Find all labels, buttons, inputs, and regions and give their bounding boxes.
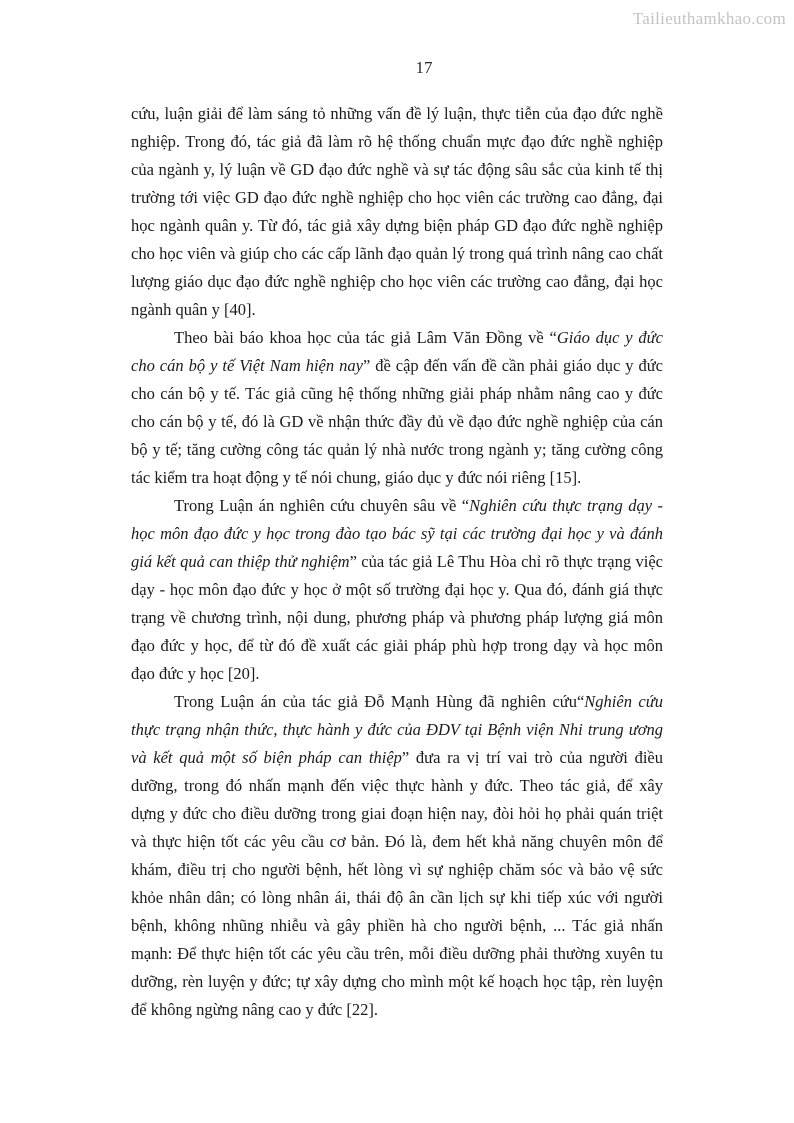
- body-text-segment: Trong Luận án nghiên cứu chuyên sâu về “: [174, 496, 470, 515]
- body-text-segment: cứu, luận giải để làm sáng tỏ những vấn đề lý luận, thực tiễn của đạo đức nghề nghiệp. Trong đó, tác giả đã làm rõ hệ thống chuẩn mực đạo đức nghề nghiệp của ngành y, lý luận về GD đạo đức nghề và sự tác động sâu sắc của kinh tế thị trường tới việc GD đạo đức nghề nghiệp cho học viên các trường cao đẳng, đại học ngành quân y. Từ đó, tác giả xây dựng biện pháp GD đạo đức nghề nghiệp cho học viên và giúp cho các cấp lãnh đạo quản lý trong quá trình nâng cao chất lượng giáo dục đạo đức nghề nghiệp cho học viên các trường cao đẳng, đại học ngành quân y [40].: [131, 104, 663, 319]
- cited-title-text: Nghiên cứu thực trạng dạy - học môn đạo đức y học trong đào tạo bác sỹ tại các trường đại học y và đánh giá kết quả can thiệp thử nghiệm: [131, 496, 663, 571]
- page-number: 17: [415, 58, 433, 77]
- paragraph: [131, 324, 663, 492]
- cited-title-text: Nghiên cứu thực trạng nhận thức, thực hành y đức của ĐDV tại Bệnh viện Nhi trung ương và kết quả một số biện pháp can thiệp: [131, 692, 663, 767]
- body-text-segment: Trong Luận án của tác giả Đỗ Mạnh Hùng đã nghiên cứu“: [174, 692, 585, 711]
- cited-title-text: Giáo dục y đức cho cán bộ y tế Việt Nam hiện nay: [131, 328, 663, 375]
- body-text-segment: ” đề cập đến vấn đề cần phải giáo dục y đức cho cán bộ y tế. Tác giả cũng hệ thống những giải pháp nhằm nâng cao y đức cho cán bộ y tế, đó là GD về nhận thức đầy đủ về đạo đức nghề nghiệp của cán bộ y tế; tăng cường công tác quản lý nhà nước trong ngành y; tăng cường công tác kiểm tra hoạt động y tế nói chung, giáo dục y đức nói riêng [15].: [131, 356, 663, 487]
- document-body: [131, 100, 663, 1024]
- paragraph: [131, 100, 663, 324]
- body-text-segment: ” đưa ra vị trí vai trò của người điều dưỡng, trong đó nhấn mạnh đến việc thực hành y đức. Theo tác giả, để xây dựng y đức cho điều dưỡng trong giai đoạn hiện nay, đòi hỏi họ phải quán triệt và thực hiện tốt các yêu cầu cơ bản. Đó là, đem hết khả năng chuyên môn để khám, điều trị cho người bệnh, hết lòng vì sự nghiệp chăm sóc và bảo vệ sức khỏe nhân dân; có lòng nhân ái, thái độ ân cần lịch sự khi tiếp xúc với người bệnh, không nhũng nhiễu và gây phiền hà cho người bệnh, ... Tác giả nhấn mạnh: Để thực hiện tốt các yêu cầu trên, mỗi điều dưỡng phải thường xuyên tu dưỡng, rèn luyện y đức; tự xây dựng cho mình một kế hoạch học tập, rèn luyện để không ngừng nâng cao y đức [22].: [131, 748, 663, 1019]
- body-text-segment: Theo bài báo khoa học của tác giả Lâm Văn Đồng về “: [174, 328, 557, 347]
- body-text-segment: ” của tác giả Lê Thu Hòa chỉ rõ thực trạng việc dạy - học môn đạo đức y học ở một số trường đại học y. Qua đó, đánh giá thực trạng về chương trình, nội dung, phương pháp và phương pháp lượng giá môn đạo đức y học, để từ đó đề xuất các giải pháp phù hợp trong dạy và học môn đạo đức y học [20].: [131, 552, 663, 683]
- paragraph: [131, 492, 663, 688]
- watermark: Tailieuthamkhao.com: [632, 9, 786, 28]
- paragraph: [131, 688, 663, 1024]
